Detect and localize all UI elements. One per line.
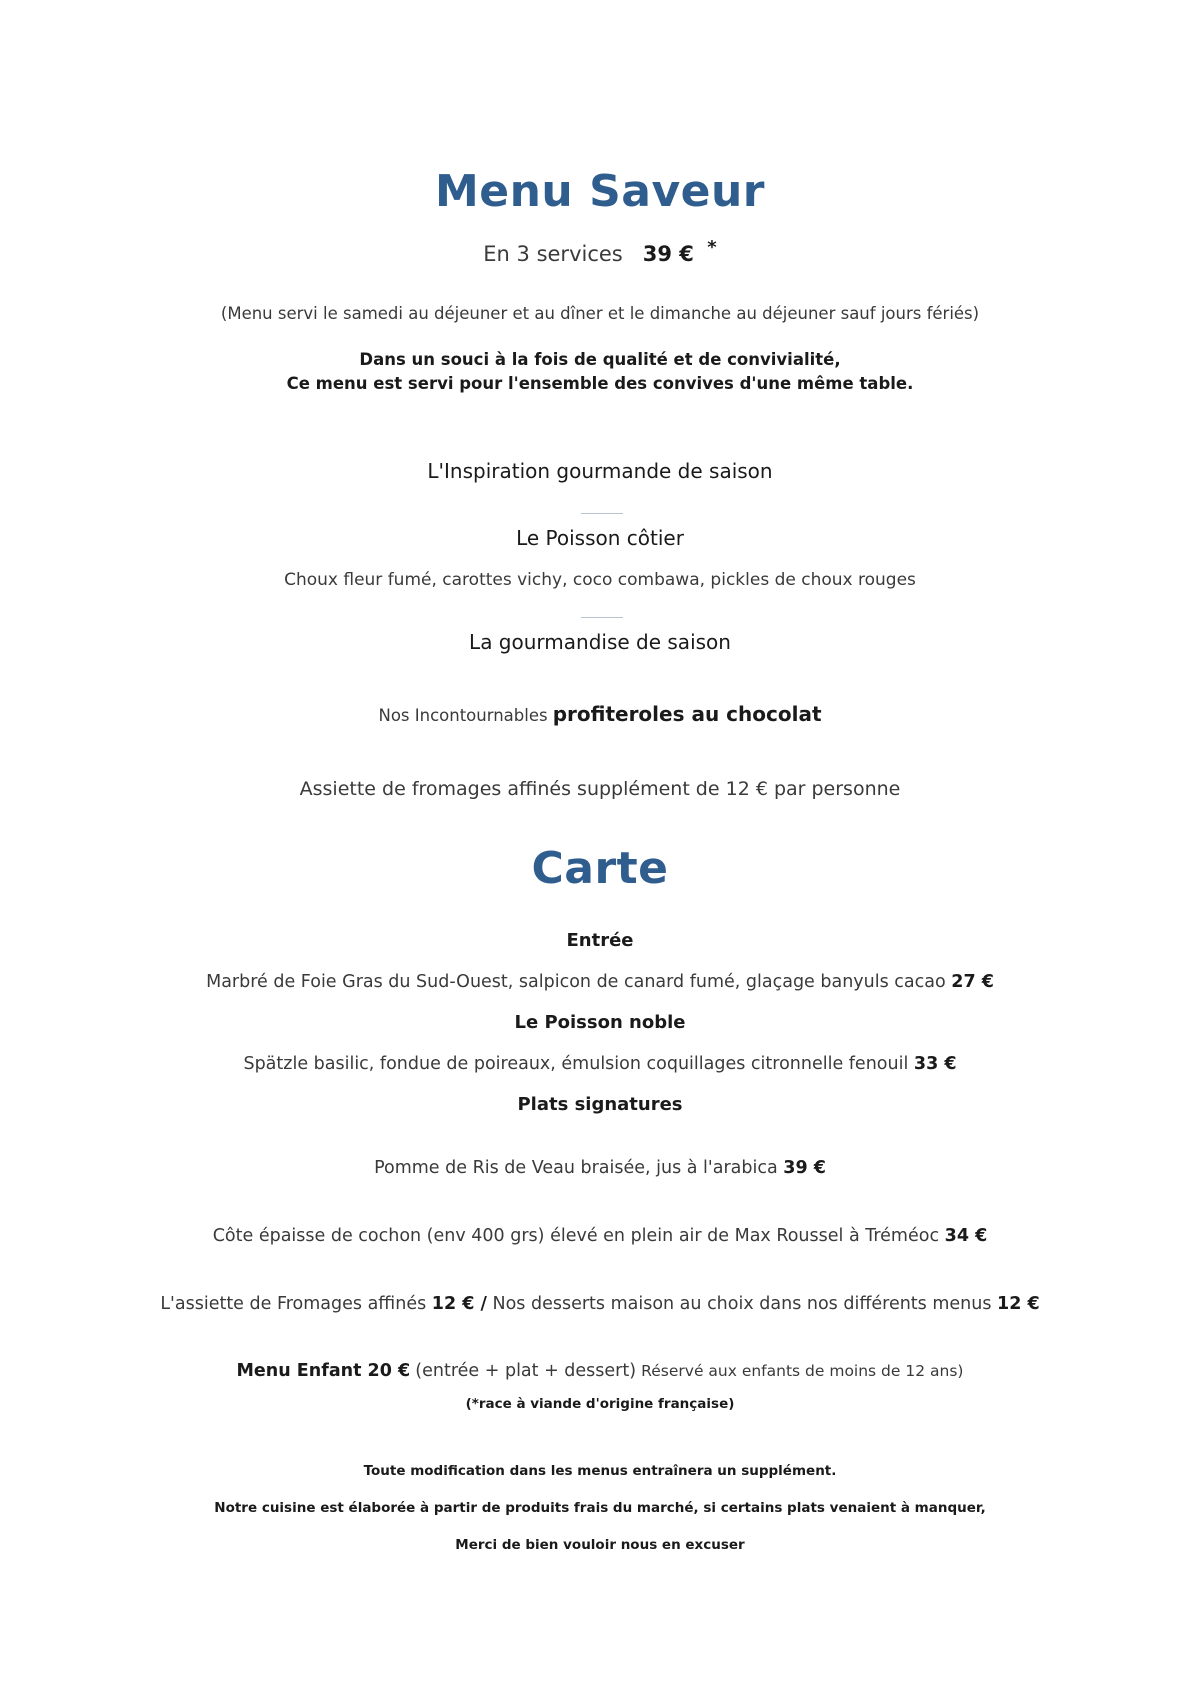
race-note: (*race à viande d'origine française)	[465, 1396, 735, 1412]
menu-enfant-detail: (entrée + plat + dessert)	[415, 1361, 637, 1381]
subtitle-prefix: En 3 services	[483, 242, 623, 266]
poisson-price: 33 €	[913, 1054, 957, 1074]
notice-line-1: Dans un souci à la fois de qualité et de convivialité,	[359, 350, 841, 369]
course-3-heading: La gourmandise de saison	[469, 630, 731, 654]
footer-line-2: Notre cuisine est élaborée à partir de produits frais du marché, si certains plats venaient à manquer,	[214, 1500, 986, 1516]
menu-enfant-label: Menu Enfant 20 €	[236, 1361, 411, 1381]
fromages-price: 12 € /	[431, 1294, 487, 1314]
course-divider	[581, 617, 623, 618]
menu-saveur-subtitle	[0, 237, 1200, 266]
course-2-heading: Le Poisson côtier	[516, 526, 684, 550]
fromages-item: L'assiette de Fromages affinés	[160, 1294, 427, 1314]
menu-enfant-line	[0, 1361, 1200, 1381]
cheese-supplement: Assiette de fromages affinés supplément de 12 € par personne	[299, 778, 901, 800]
course-divider	[581, 513, 623, 514]
plat-1-name: Pomme de Ris de Veau braisée, jus à l'arabica	[374, 1158, 778, 1178]
carte-title: Carte	[531, 843, 669, 894]
plat-2-price: 34 €	[944, 1226, 988, 1246]
incontournables-item: profiteroles au chocolat	[552, 702, 822, 726]
menu-saveur-price: 39 €	[642, 242, 694, 266]
menu-saveur-note: (Menu servi le samedi au déjeuner et au dîner et le dimanche au déjeuner sauf jours fériés)	[220, 304, 980, 323]
entree-heading: Entrée	[566, 930, 634, 951]
plat-2-item	[0, 1226, 1200, 1246]
desserts-price: 12 €	[997, 1294, 1040, 1314]
desserts-item: Nos desserts maison au choix dans nos différents menus	[492, 1294, 992, 1314]
incontournables-prefix: Nos Incontournables	[378, 706, 548, 725]
plat-1-price: 39 €	[783, 1158, 826, 1178]
plats-heading: Plats signatures	[517, 1094, 683, 1115]
menu-enfant-note: Réservé aux enfants de moins de 12 ans)	[641, 1362, 964, 1380]
fromages-desserts-line	[0, 1294, 1200, 1314]
menu-saveur-title: Menu Saveur	[434, 166, 766, 217]
plat-2-name: Côte épaisse de cochon (env 400 grs) élevé en plein air de Max Roussel à Tréméoc	[212, 1226, 940, 1246]
poisson-heading: Le Poisson noble	[514, 1012, 686, 1033]
poisson-item	[0, 1054, 1200, 1074]
incontournables-line	[0, 702, 1200, 726]
entree-item	[0, 972, 1200, 992]
entree-item-name: Marbré de Foie Gras du Sud-Ouest, salpicon de canard fumé, glaçage banyuls cacao	[206, 972, 946, 992]
course-1-heading: L'Inspiration gourmande de saison	[427, 459, 773, 483]
footer-line-1: Toute modification dans les menus entraînera un supplément.	[363, 1463, 837, 1479]
entree-price: 27 €	[951, 972, 994, 992]
price-asterisk: *	[707, 237, 717, 258]
course-2-description: Choux fleur fumé, carottes vichy, coco combawa, pickles de choux rouges	[284, 570, 916, 590]
poisson-item-name: Spätzle basilic, fondue de poireaux, émulsion coquillages citronnelle fenouil	[243, 1054, 909, 1074]
plat-1-item	[0, 1158, 1200, 1178]
notice-line-2: Ce menu est servi pour l'ensemble des convives d'une même table.	[286, 374, 914, 393]
footer-line-3: Merci de bien vouloir nous en excuser	[455, 1537, 745, 1553]
